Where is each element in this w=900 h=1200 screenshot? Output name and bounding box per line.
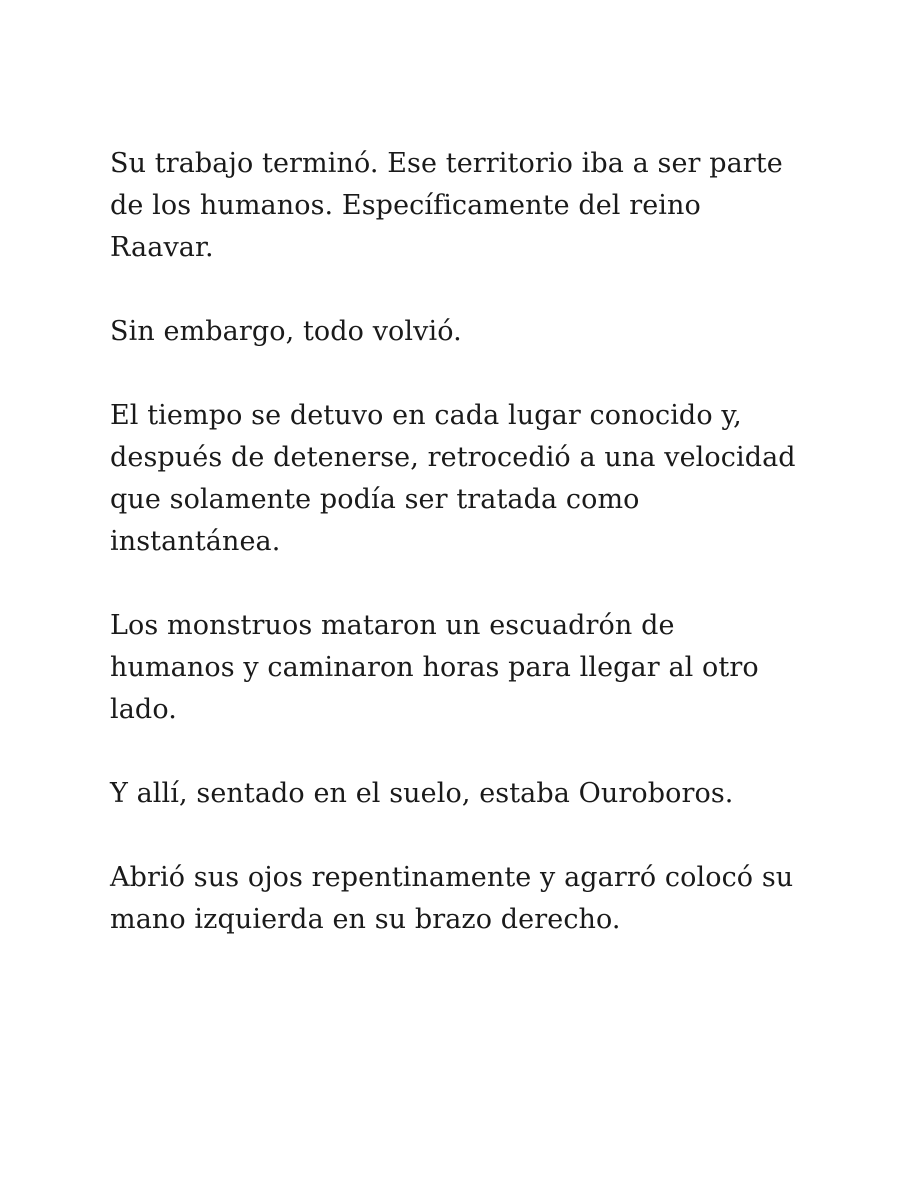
paragraph: Los monstruos mataron un escuadrón de humanos y caminaron horas para llegar al otro lado. bbox=[110, 610, 759, 725]
paragraph: Y allí, sentado en el suelo, estaba Ouroboros. bbox=[110, 778, 734, 809]
paragraph: Abrió sus ojos repentinamente y agarró colocó su mano izquierda en su brazo derecho. bbox=[110, 862, 794, 935]
text-body bbox=[110, 143, 800, 983]
paragraph: Su trabajo terminó. Ese territorio iba a ser parte de los humanos. Específicamente del reino Raavar. bbox=[110, 148, 783, 263]
paragraph: Sin embargo, todo volvió. bbox=[110, 316, 462, 347]
paragraph: El tiempo se detuvo en cada lugar conocido y, después de detenerse, retrocedió a una velocidad que solamente podía ser tratada como instantánea. bbox=[110, 400, 796, 557]
